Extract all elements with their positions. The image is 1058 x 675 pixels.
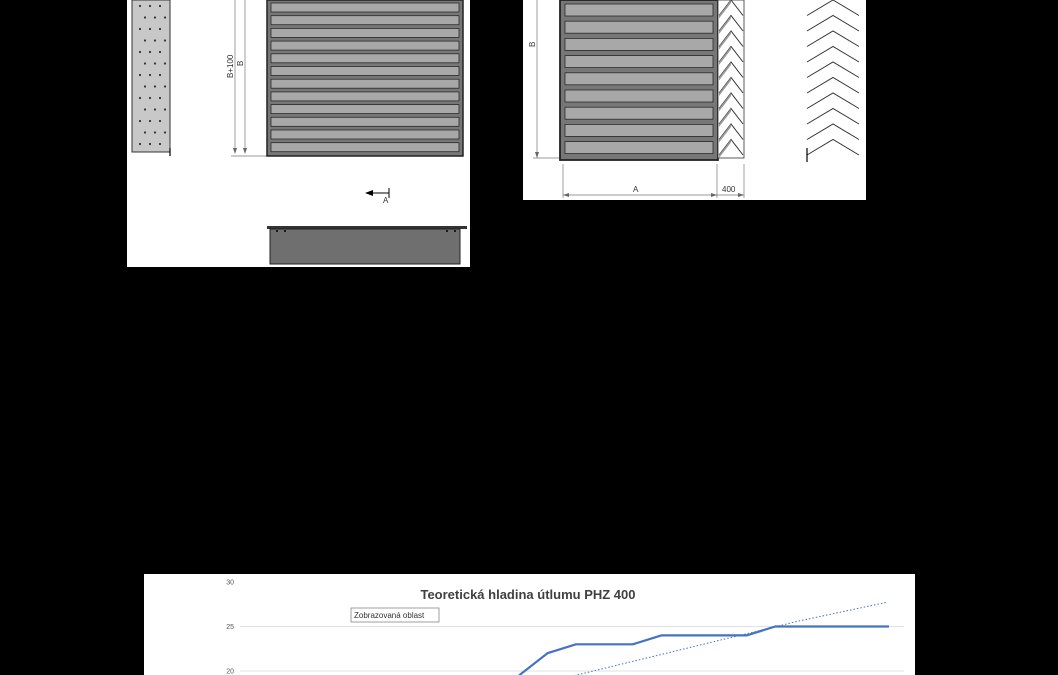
chevron-blades-detail [807, 0, 859, 155]
dim-height: B [236, 60, 245, 66]
chevron-blade [807, 78, 859, 94]
louver-slat [565, 90, 713, 102]
perforation-hole [144, 131, 146, 133]
chevron-blade [807, 47, 859, 63]
louver-slats-right [565, 4, 713, 154]
y-tick-label: 30 [226, 579, 234, 587]
louver-slat [271, 3, 459, 12]
perforation-hole [144, 85, 146, 87]
perforation-hole [139, 120, 141, 122]
dimension-width [563, 164, 744, 198]
series-line-solid [519, 627, 889, 675]
y-tick-label: 25 [226, 624, 234, 631]
y-tick-label: 20 [226, 668, 234, 675]
chevron-blade [807, 16, 859, 32]
perforation-hole [154, 131, 156, 133]
chevron-section-detail [807, 0, 859, 162]
louver-slat [271, 130, 459, 139]
louver-slat [271, 143, 459, 152]
chevron-blade [807, 62, 859, 78]
perforation-hole [149, 97, 151, 99]
louver-slat [565, 142, 713, 154]
perforation-hole [159, 5, 161, 7]
chevron-blade [807, 124, 859, 140]
perforation-hole [139, 97, 141, 99]
perforation-hole [139, 143, 141, 145]
louver-slat [565, 21, 713, 33]
series-line-dotted [564, 602, 886, 675]
chart-gridlines [240, 627, 904, 672]
chevron-blade [807, 31, 859, 47]
chart-series [519, 602, 889, 675]
louver-slat [271, 92, 459, 101]
y-axis-ticks [226, 580, 234, 675]
perforation-hole [149, 51, 151, 53]
perforation-hole [144, 39, 146, 41]
perforation-hole [139, 51, 141, 53]
chevron-blade [807, 0, 859, 16]
perforation-hole [164, 62, 166, 64]
louver-slat [271, 117, 459, 126]
section-arrow [365, 188, 389, 205]
perforation-hole [139, 28, 141, 30]
louver-slat [565, 124, 713, 136]
louver-slat [565, 38, 713, 50]
louver-slat [271, 105, 459, 114]
chevron-blade [807, 93, 859, 109]
perforation-hole [164, 85, 166, 87]
chart-tooltip [351, 608, 439, 622]
perforation-hole [154, 62, 156, 64]
dim-width: A [633, 185, 639, 194]
louver-slat [271, 16, 459, 25]
perforation-hole [144, 62, 146, 64]
perforation-hole [159, 143, 161, 145]
perforation-hole [149, 28, 151, 30]
perforation-hole [149, 143, 151, 145]
perforation-hole [144, 16, 146, 18]
dim-total-height: B+100 [226, 54, 235, 78]
chevron-blade [807, 140, 859, 156]
louver-drawing-front [127, 0, 470, 267]
perforation-hole [154, 85, 156, 87]
louver-front-view [267, 0, 463, 156]
perforation-hole [164, 131, 166, 133]
section-label: A [383, 196, 389, 205]
perforation-hole [139, 5, 141, 7]
louver-slat [565, 56, 713, 68]
perforation-hole [149, 74, 151, 76]
tooltip-text: Zobrazovaná oblast [354, 611, 425, 620]
attenuation-chart [144, 574, 915, 675]
side-profile [132, 0, 170, 156]
louver-slat [565, 107, 713, 119]
chevron-blade [807, 109, 859, 125]
louver-slat [271, 67, 459, 76]
louver-front-view-right [560, 0, 718, 160]
perforation-hole [144, 108, 146, 110]
attenuation-chart-svg [144, 574, 915, 675]
louver-slat [271, 41, 459, 50]
perforation-hole [154, 39, 156, 41]
louver-drawing-front-svg [127, 0, 470, 267]
louver-slat [565, 73, 713, 85]
perforation-hole [159, 51, 161, 53]
chevron-section [718, 0, 744, 158]
louver-drawing-side-svg [523, 0, 866, 200]
perforation-hole [164, 108, 166, 110]
dimension-lines [226, 0, 269, 156]
perforation-hole [154, 108, 156, 110]
perforation-hole [159, 74, 161, 76]
louver-slat [565, 4, 713, 16]
louver-slat [271, 79, 459, 88]
louver-slat [271, 54, 459, 63]
perforation-hole [159, 97, 161, 99]
louver-top-view [267, 226, 467, 264]
perforation-hole [139, 74, 141, 76]
dimension-height [528, 0, 563, 158]
perforation-hole [164, 39, 166, 41]
perforation-hole [159, 28, 161, 30]
chart-title: Teoretická hladina útlumu PHZ 400 [420, 587, 636, 602]
perforation-hole [164, 16, 166, 18]
dim-height-right: B [528, 41, 537, 47]
louver-slat [271, 28, 459, 37]
perforation-hole [149, 120, 151, 122]
louver-drawing-side [523, 0, 866, 200]
perforation-hole [149, 5, 151, 7]
perforation-hole [154, 16, 156, 18]
perforation-hole [159, 120, 161, 122]
dim-depth: 400 [722, 185, 736, 194]
